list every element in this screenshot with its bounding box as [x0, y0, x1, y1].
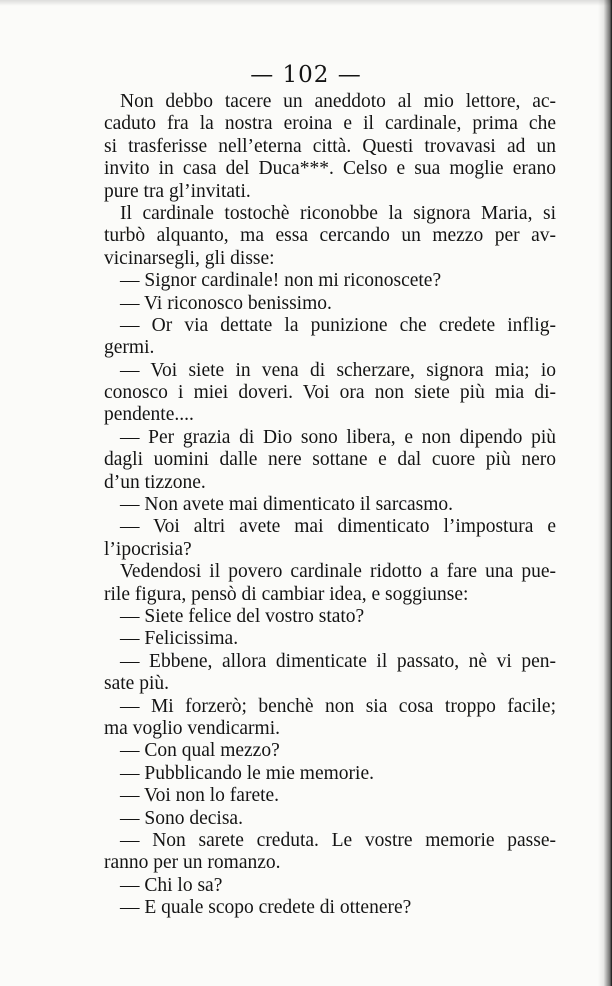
- text-line: — Or via dettate la punizione che credete inflig-: [120, 314, 556, 336]
- text-line: — Voi altri avete mai dimenticato l’impostura e: [120, 516, 556, 538]
- text-line: — Voi non lo farete.: [120, 785, 280, 807]
- text-line: — Pubblicando le mie memorie.: [120, 762, 374, 784]
- text-line: conosco i miei doveri. Voi ora non siete più mia di-: [104, 382, 556, 404]
- page-top-shadow: [0, 0, 612, 6]
- text-line: — Siete felice del vostro stato?: [120, 605, 365, 627]
- text-line: — Voi siete in vena di scherzare, signora mia; io: [120, 359, 556, 381]
- text-line: ranno per un romanzo.: [104, 852, 281, 874]
- text-line: — Signor cardinale! non mi riconoscete?: [120, 270, 442, 292]
- text-line: germi.: [104, 337, 155, 359]
- text-line: Non debbo tacere un aneddoto al mio lettore, ac-: [120, 91, 556, 112]
- text-line: — Vi riconosco benissimo.: [120, 292, 332, 314]
- page-binding-shadow: [598, 0, 612, 986]
- text-line: — E quale scopo credete di ottenere?: [120, 897, 412, 919]
- text-line: — Sono decisa.: [120, 807, 243, 829]
- page-number: — 102 —: [250, 62, 362, 88]
- text-line: ma voglio vendicarmi.: [104, 717, 280, 739]
- text-line: sate più.: [104, 673, 169, 695]
- text-line: d’un tizzone.: [104, 471, 206, 493]
- text-line: — Con qual mezzo?: [120, 740, 280, 762]
- text-line: l’ipocrisia?: [104, 538, 192, 560]
- text-line: Vedendosi il povero cardinale ridotto a fare una pue-: [120, 561, 556, 583]
- text-line: — Chi lo sa?: [120, 874, 223, 896]
- text-line: pendente....: [104, 404, 194, 426]
- text-line: si trasferisse nell’eterna città. Questi trovavasi ad un: [104, 135, 556, 157]
- text-line: Il cardinale tostochè riconobbe la signora Maria, si: [120, 202, 556, 224]
- text-line: vicinarsegli, gli disse:: [104, 247, 275, 269]
- text-line: — Per grazia di Dio sono libera, e non dipendo più: [120, 426, 556, 448]
- body-text: [104, 91, 556, 919]
- text-line: pure tra gl’invitati.: [104, 180, 251, 202]
- text-line: — Felicissima.: [120, 628, 239, 650]
- text-line: — Non sarete creduta. Le vostre memorie passe-: [120, 829, 556, 851]
- text-line: caduto fra la nostra eroina e il cardinale, prima che: [104, 113, 556, 135]
- text-line: turbò alquanto, ma essa cercando un mezzo per av-: [104, 225, 556, 247]
- text-line: rile figura, pensò di cambiar idea, e soggiunse:: [104, 583, 469, 605]
- text-line: — Non avete mai dimenticato il sarcasmo.: [120, 494, 454, 516]
- text-line: — Ebbene, allora dimenticate il passato, nè vi pen-: [120, 650, 556, 672]
- text-line: dagli uomini dalle nere sottane e dal cuore più nero: [104, 449, 556, 471]
- text-line: — Mi forzerò; benchè non sia cosa troppo facile;: [120, 695, 556, 717]
- text-line: invito in casa del Duca***. Celso e sua moglie erano: [104, 158, 556, 180]
